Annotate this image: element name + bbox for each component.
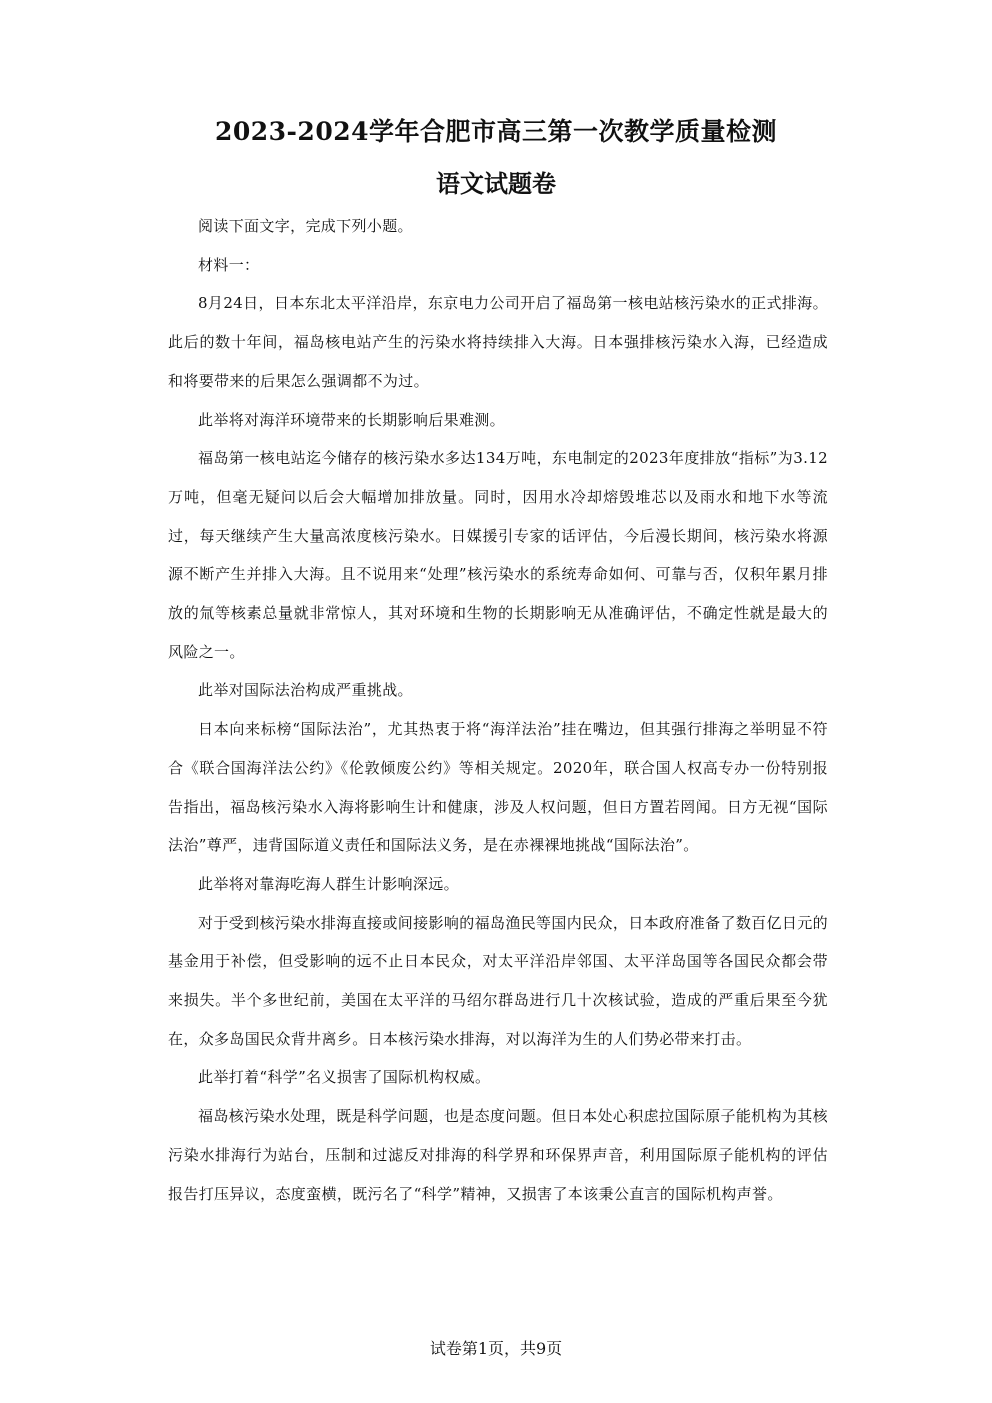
page-footer: 试卷第1页，共9页	[429, 1339, 563, 1358]
document-body	[168, 207, 828, 1213]
paragraph-heading: 此举对国际法治构成严重挑战。	[198, 681, 413, 700]
paragraph: 福岛第一核电站迄今储存的核污染水多达134万吨，东电制定的2023年度排放“指标”为3.12万吨，但毫无疑问以后会大幅增加排放量。同时，因用水冷却熔毁堆芯以及雨水和地下水等流过，每天继续产生大量高浓度核污染水。日媒援引专家的话评估，今后漫长期间，核污染水将源源不断产生并排入大海。且不说用来“处理”核污染水的系统寿命如何、可靠与否，仅积年累月排放的氚等核素总量就非常惊人，其对环境和生物的长期影响无从准确评估，不确定性就是最大的风险之一。	[168, 449, 828, 661]
document-subtitle: 语文试题卷	[436, 169, 556, 198]
paragraph-heading: 此举将对靠海吃海人群生计影响深远。	[198, 874, 459, 893]
paragraph-instruction: 阅读下面文字，完成下列小题。	[198, 217, 413, 235]
paragraph: 对于受到核污染水排海直接或间接影响的福岛渔民等国内民众，日本政府准备了数百亿日元的基金用于补偿，但受影响的远不止日本民众，对太平洋沿岸邻国、太平洋岛国等各国民众都会带来损失。半个多世纪前，美国在太平洋的马绍尔群岛进行几十次核试验，造成的严重后果至今犹在，众多岛国民众背井离乡。日本核污染水排海，对以海洋为生的人们势必带来打击。	[168, 913, 828, 1048]
paragraph: 日本向来标榜“国际法治”，尤其热衷于将“海洋法治”挂在嘴边，但其强行排海之举明显不符合《联合国海洋法公约》《伦敦倾废公约》等相关规定。2020年，联合国人权高专办一份特别报告指出，福岛核污染水入海将影响生计和健康，涉及人权问题，但日方置若罔闻。日方无视“国际法治”尊严，违背国际道义责任和国际法义务，是在赤裸裸地挑战“国际法治”。	[168, 720, 828, 855]
document-title: 2023-2024学年合肥市高三第一次教学质量检测	[214, 117, 778, 146]
paragraph-heading: 此举打着“科学”名义损害了国际机构权威。	[198, 1068, 491, 1087]
paragraph: 福岛核污染水处理，既是科学问题，也是态度问题。但日本处心积虑拉国际原子能机构为其核污染水排海行为站台，压制和过滤反对排海的科学界和环保界声音，利用国际原子能机构的评估报告打压异议，态度蛮横，既污名了“科学”精神，又损害了本该秉公直言的国际机构声誉。	[168, 1107, 828, 1203]
paragraph-heading: 此举将对海洋环境带来的长期影响后果难测。	[198, 410, 506, 429]
paragraph-material-label: 材料一：	[198, 255, 260, 274]
paragraph: 8月24日，日本东北太平洋沿岸，东京电力公司开启了福岛第一核电站核污染水的正式排海。此后的数十年间，福岛核电站产生的污染水将持续排入大海。日本强排核污染水入海，已经造成和将要带来的后果怎么强调都不为过。	[168, 294, 828, 390]
